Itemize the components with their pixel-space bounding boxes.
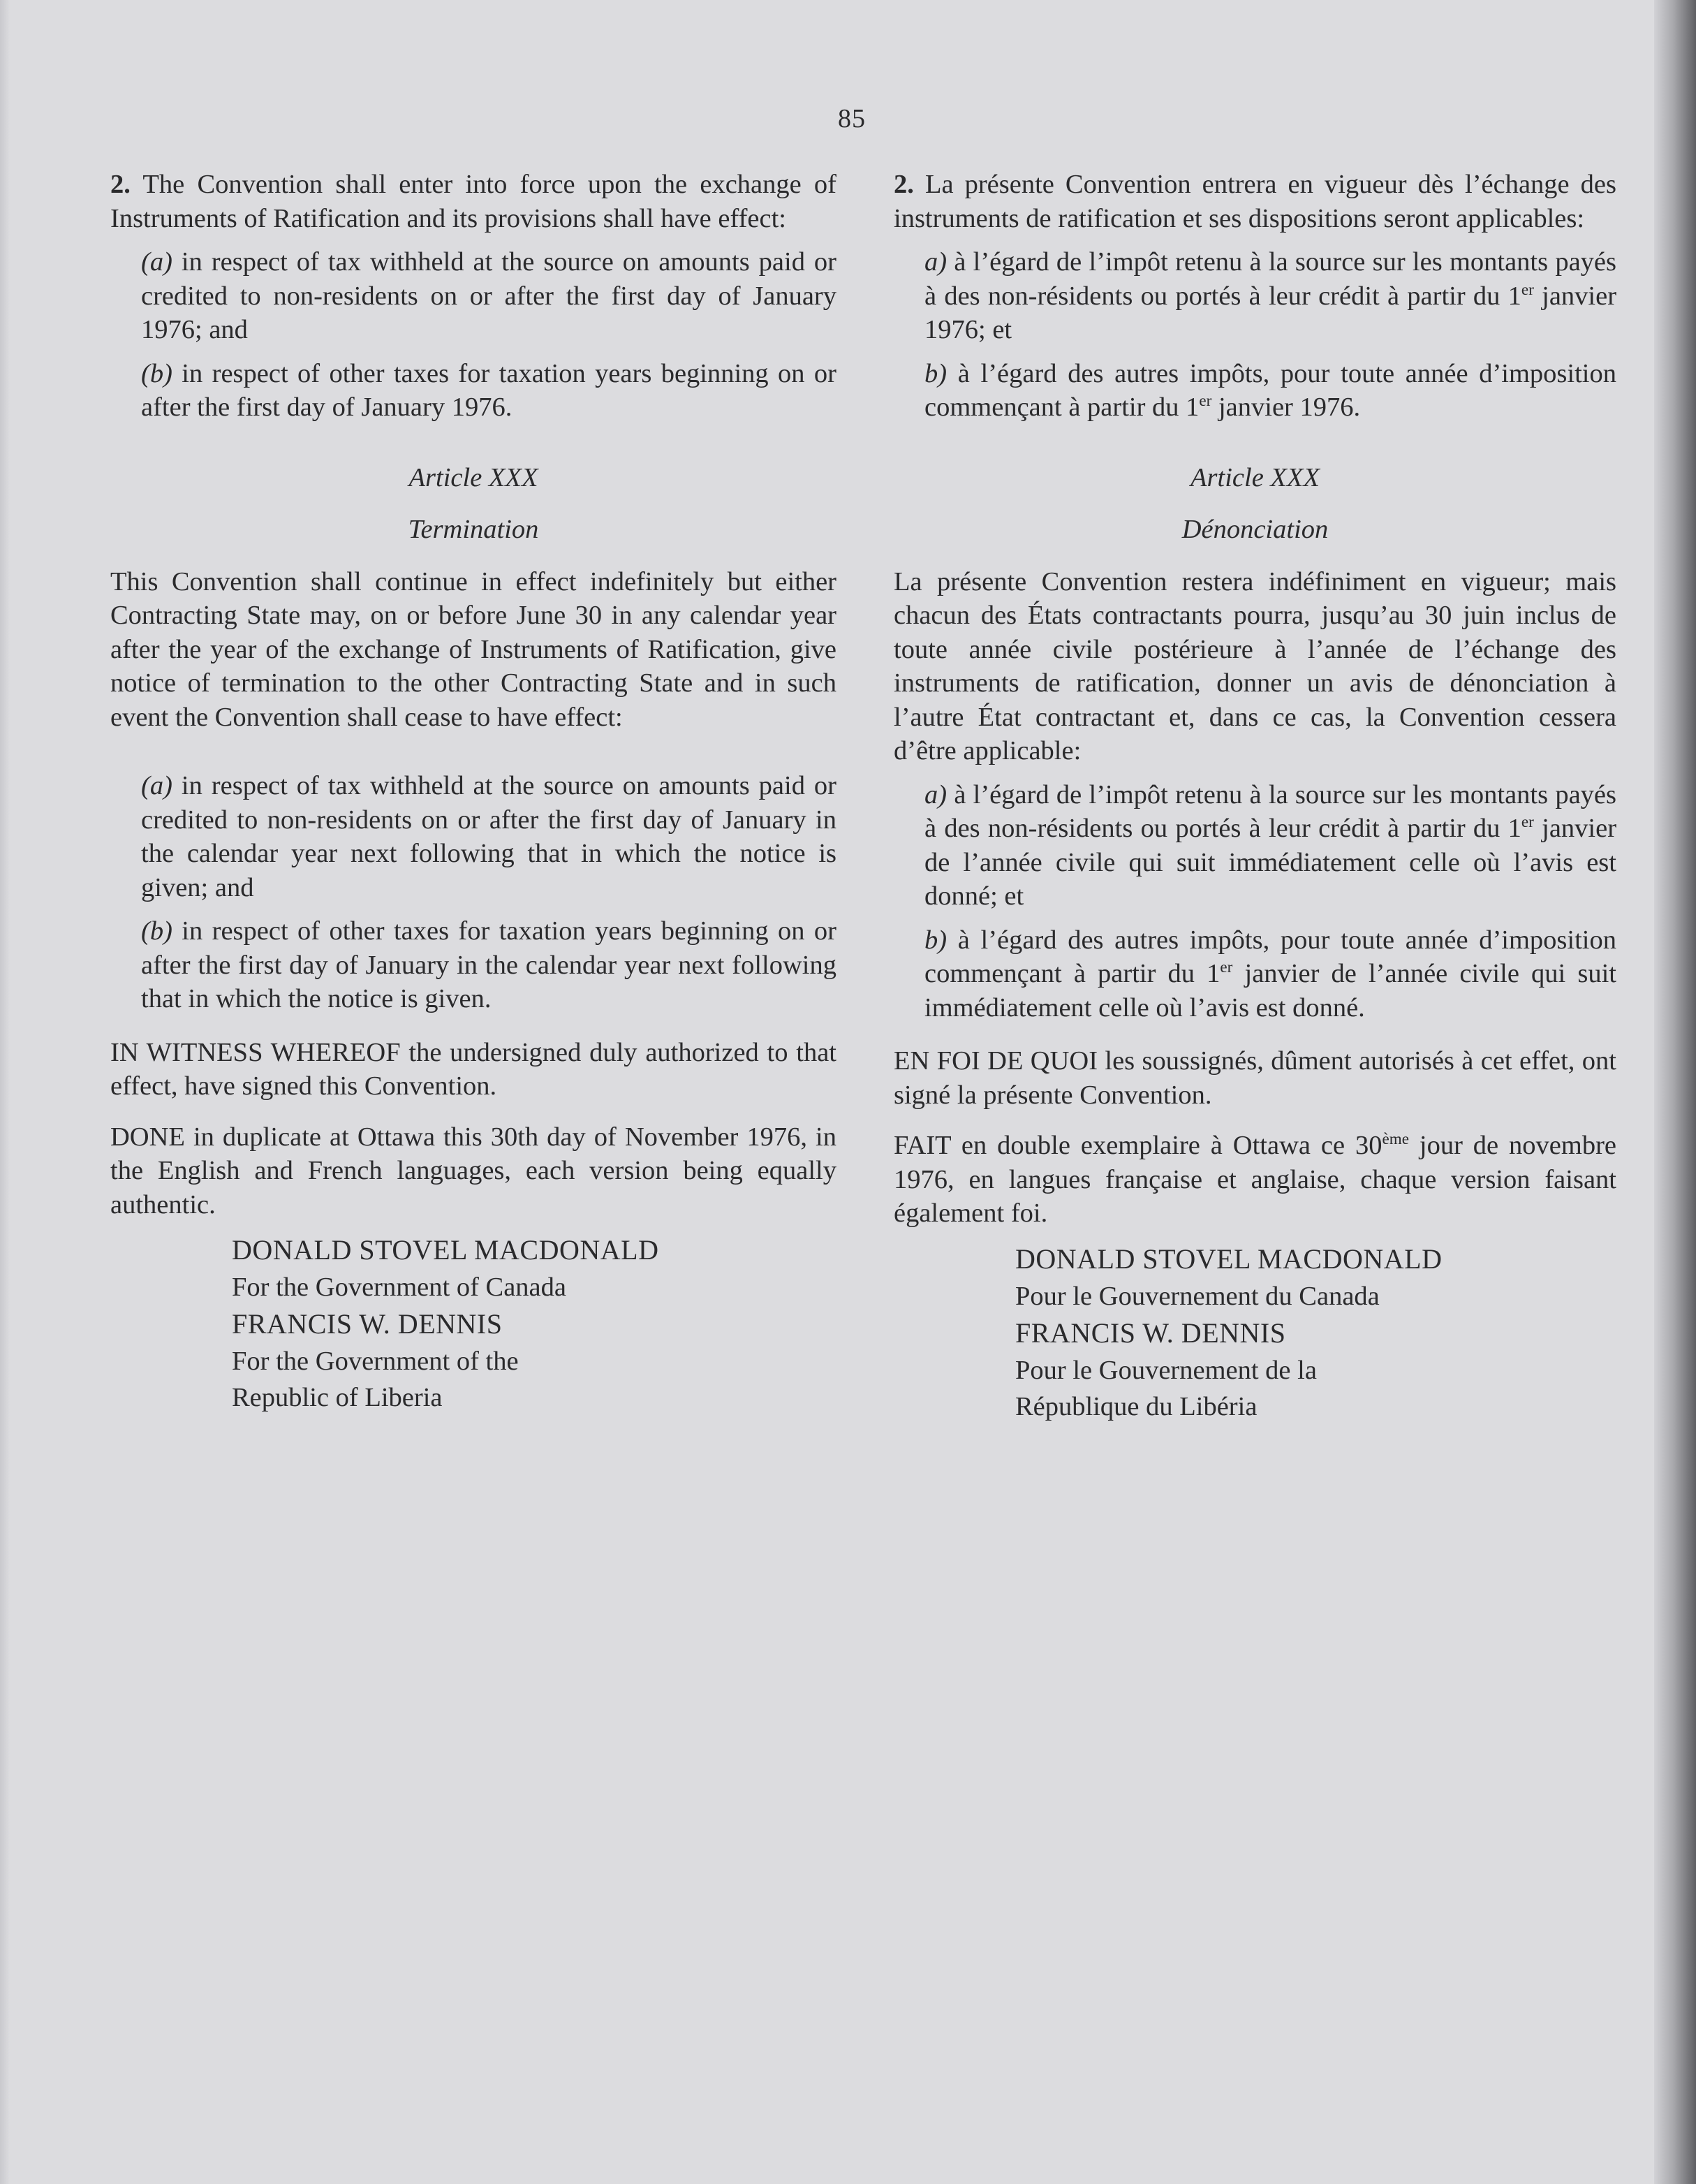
fr-termination-clause-b <box>894 923 1616 1025</box>
fr-clause-a-marker: a) <box>924 247 947 277</box>
fr-termination-clause-b-marker: b) <box>924 925 947 955</box>
fr-done-text-end: jour de novembre 1976, en langues française et anglaise, chaque version faisant également foi. <box>894 1131 1616 1228</box>
en-signatory-1-role: For the Government of Canada <box>232 1273 566 1302</box>
en-article-title: Termination <box>408 515 539 544</box>
fr-clause-a-text: à l’égard de l’impôt retenu à la source sur les montants payés à des non-résidents ou portés à leur crédit à partir du 1 <box>924 247 1617 311</box>
page-number: 85 <box>838 104 866 133</box>
fr-signatory-2-role-line-1: Pour le Gouvernement de la <box>1015 1355 1317 1385</box>
fr-clause-b <box>894 357 1616 425</box>
fr-article-heading: Article XXX <box>1190 462 1320 492</box>
fr-signature-block <box>894 1240 1616 1425</box>
fr-paragraph-2 <box>894 168 1616 235</box>
fr-clause-a-text-end: janvier 1976; et <box>924 281 1617 344</box>
en-termination-clause-b-marker: (b) <box>141 916 172 946</box>
fr-clause-b-marker: b) <box>924 358 947 388</box>
en-paragraph-2-text: The Convention shall enter into force upon the exchange of Instruments of Ratification and its provisions shall have effect: <box>110 170 836 233</box>
fr-clause-b-text-end: janvier 1976. <box>1211 393 1361 422</box>
en-article-heading: Article XXX <box>408 462 538 492</box>
fr-termination-clause-b-text: à l’égard des autres impôts, pour toute année d’imposition commençant à partir du 1 <box>924 925 1616 988</box>
page-edge-left <box>0 0 10 2184</box>
en-termination-clause-b <box>110 914 836 1016</box>
fr-article-title: Dénonciation <box>1181 515 1329 544</box>
fr-termination-clause-a-marker: a) <box>924 779 947 809</box>
english-column <box>110 168 836 1416</box>
en-signatory-2-role-line-1: For the Government of the <box>232 1347 519 1376</box>
fr-clause-a <box>894 245 1616 347</box>
en-clause-b-marker: (b) <box>141 358 172 388</box>
en-clause-a-marker: (a) <box>141 247 172 277</box>
fr-done-paragraph <box>894 1129 1616 1231</box>
fr-termination-paragraph: La présente Convention restera indéfiniment en vigueur; mais chacun des États contractants pourra, jusqu’au 30 juin inclus de toute année civile postérieure à l’année de l’échange des instruments de ratification, donner un avis de dénonciation à l’autre État contractant et, dans ce cas, la Convention cessera d’être applicable: <box>894 566 1616 765</box>
en-termination-paragraph: This Convention shall continue in effect indefinitely but either Contracting State may, on or before June 30 in any calendar year after the year of the exchange of Instruments of Ratification, give notice of termination to the other Contracting State and in such event the Convention shall cease to have effect: <box>110 566 836 732</box>
en-clause-b <box>110 357 836 425</box>
fr-termination-clause-a-superscript: er <box>1521 812 1534 831</box>
fr-signatory-1-name: DONALD STOVEL MACDONALD <box>1015 1243 1443 1275</box>
en-termination-clause-a-text: in respect of tax withheld at the source on amounts paid or credited to non-residents on or after the first day of January in the calendar year next following that in which the notice is given; and <box>141 771 837 902</box>
en-signatory-2-role-line-2: Republic of Liberia <box>232 1383 443 1412</box>
fr-witness-paragraph: EN FOI DE QUOI les soussignés, dûment autorisés à cet effet, ont signé la présente Convention. <box>894 1046 1616 1110</box>
en-signature-block <box>110 1231 836 1416</box>
en-clause-a <box>110 245 836 347</box>
fr-termination-clause-b-superscript: er <box>1220 958 1233 976</box>
fr-clause-b-text: à l’égard des autres impôts, pour toute année d’imposition commençant à partir du 1 <box>924 358 1616 422</box>
fr-paragraph-2-text: La présente Convention entrera en vigueur dès l’échange des instruments de ratification et ses dispositions seront applicables: <box>894 170 1616 233</box>
fr-termination-clause-a-text: à l’égard de l’impôt retenu à la source sur les montants payés à des non-résidents ou portés à leur crédit à partir du 1 <box>924 779 1617 843</box>
french-column <box>894 168 1616 1425</box>
fr-clause-a-superscript: er <box>1521 279 1534 298</box>
en-done-paragraph: DONE in duplicate at Ottawa this 30th day of November 1976, in the English and French languages, each version being equally authentic. <box>110 1122 836 1219</box>
fr-termination-clause-b-text-end: janvier de l’année civile qui suit immédiatement celle où l’avis est donné. <box>924 959 1616 1023</box>
fr-signatory-1-role: Pour le Gouvernement du Canada <box>1015 1281 1380 1311</box>
en-signatory-2-name: FRANCIS W. DENNIS <box>232 1308 503 1340</box>
en-paragraph-2 <box>110 168 836 235</box>
fr-done-superscript: ème <box>1382 1129 1409 1148</box>
page-edge-right <box>1654 0 1696 2184</box>
en-termination-clause-a-marker: (a) <box>141 771 172 800</box>
fr-termination-clause-a <box>894 778 1616 914</box>
fr-signatory-2-name: FRANCIS W. DENNIS <box>1015 1317 1286 1349</box>
fr-paragraph-number: 2. <box>894 170 914 199</box>
fr-signatory-2-role-line-2: République du Libéria <box>1015 1391 1258 1421</box>
fr-done-text: FAIT en double exemplaire à Ottawa ce 30 <box>894 1131 1382 1160</box>
en-clause-b-text: in respect of other taxes for taxation years beginning on or after the first day of January 1976. <box>141 358 837 422</box>
fr-termination-clause-a-text-end: janvier de l’année civile qui suit immédiatement celle où l’avis est donné; et <box>924 814 1617 911</box>
en-termination-clause-b-text: in respect of other taxes for taxation years beginning on or after the first day of January in the calendar year next following that in which the notice is given. <box>141 916 837 1013</box>
en-termination-clause-a <box>110 769 836 904</box>
fr-clause-b-superscript: er <box>1199 391 1212 410</box>
en-paragraph-number: 2. <box>110 170 131 199</box>
en-witness-paragraph: IN WITNESS WHEREOF the undersigned duly authorized to that effect, have signed this Convention. <box>110 1037 836 1101</box>
en-signatory-1-name: DONALD STOVEL MACDONALD <box>232 1234 659 1266</box>
en-clause-a-text: in respect of tax withheld at the source on amounts paid or credited to non-residents on or after the first day of January 1976; and <box>141 247 837 344</box>
